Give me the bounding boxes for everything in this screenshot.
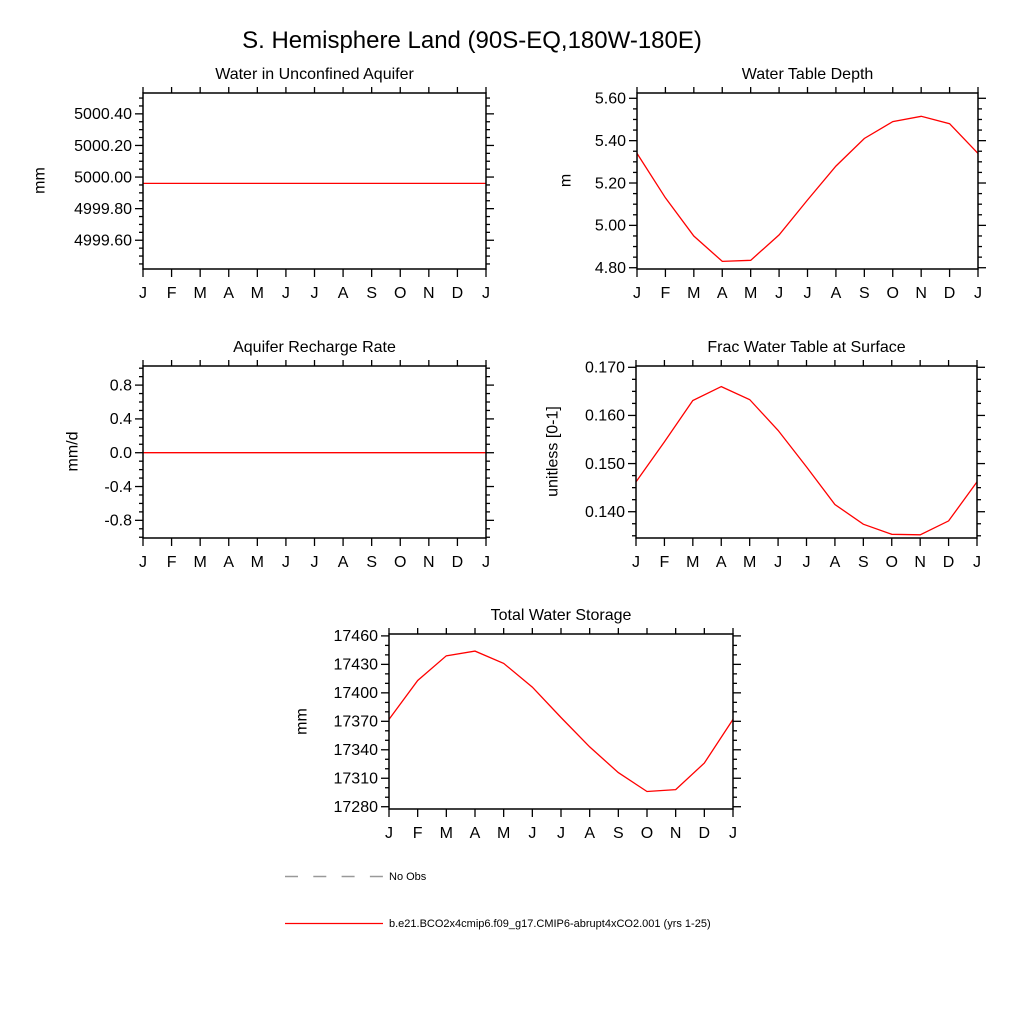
month-tick-label: S — [612, 825, 624, 842]
month-tick-label: N — [423, 554, 435, 571]
month-tick-label: J — [281, 554, 290, 571]
legend-no-obs-label: No Obs — [389, 870, 427, 883]
month-tick-label: N — [914, 554, 926, 571]
y-tick-label: 0.150 — [584, 455, 625, 473]
y-axis-label-water-table-depth: m — [557, 173, 575, 188]
month-tick-label: O — [640, 825, 654, 842]
month-tick-label: M — [743, 554, 757, 571]
chart-title-water-in-unconfined-aquifer: Water in Unconfined Aquifer — [215, 66, 414, 83]
chart-total-water-storage — [334, 628, 742, 842]
y-tick-label: 17370 — [333, 713, 378, 731]
month-tick-label: M — [193, 554, 207, 571]
month-tick-label: M — [439, 825, 453, 842]
month-tick-label: A — [830, 285, 842, 302]
chart-title-aquifer-recharge-rate: Aquifer Recharge Rate — [233, 339, 396, 356]
model-solid-line — [285, 917, 385, 930]
month-tick-label: J — [802, 554, 811, 571]
month-tick-label: J — [281, 285, 290, 302]
y-tick-label: 0.0 — [109, 445, 132, 463]
month-tick-label: S — [857, 554, 869, 571]
y-tick-label: 5000.40 — [74, 106, 132, 124]
month-tick-label: A — [716, 285, 728, 302]
month-tick-label: A — [469, 825, 481, 842]
plot-frame — [143, 93, 486, 269]
y-tick-label: 4.80 — [594, 260, 626, 278]
month-tick-label: J — [310, 285, 319, 302]
month-tick-label: J — [632, 554, 640, 571]
month-tick-label: D — [698, 825, 711, 842]
y-axis-label-recharge-rate: mm/d — [64, 431, 82, 472]
y-tick-label: 17280 — [333, 799, 378, 817]
chart-frac-water-table-at-surface — [585, 360, 985, 571]
legend-model-label: b.e21.BCO2x4cmip6.f09_g17.CMIP6-abrupt4xCO2.001 (yrs 1-25) — [389, 917, 711, 930]
month-tick-label: J — [528, 825, 537, 842]
legend-entry-no-obs — [285, 870, 426, 883]
y-axis-label-total-water-storage: mm — [293, 708, 311, 735]
month-tick-label: M — [744, 285, 758, 302]
y-tick-label: 0.4 — [109, 411, 132, 429]
y-tick-label: 5.40 — [594, 132, 626, 150]
month-tick-label: A — [337, 554, 349, 571]
month-tick-label: A — [223, 285, 235, 302]
month-tick-label: J — [557, 825, 565, 842]
series-line — [636, 387, 977, 535]
plot-frame — [636, 366, 977, 538]
plot-frame — [637, 93, 978, 269]
chart-water-table-depth — [595, 87, 986, 302]
month-tick-label: J — [775, 285, 784, 302]
month-tick-label: D — [943, 285, 956, 302]
month-tick-label: F — [166, 285, 177, 302]
y-tick-label: 4999.80 — [74, 200, 132, 218]
y-tick-label: 0.8 — [109, 377, 132, 395]
month-tick-label: J — [482, 554, 490, 571]
month-tick-label: J — [774, 554, 783, 571]
month-tick-label: F — [166, 554, 177, 571]
month-tick-label: M — [497, 825, 511, 842]
y-tick-label: -0.8 — [104, 512, 132, 530]
month-tick-label: J — [139, 285, 147, 302]
chart-title-total-water-storage: Total Water Storage — [490, 607, 632, 624]
month-tick-label: J — [974, 285, 982, 302]
month-tick-label: N — [423, 285, 435, 302]
y-tick-label: 17430 — [333, 656, 378, 674]
month-tick-label: O — [885, 554, 898, 571]
y-tick-label: 5000.20 — [74, 137, 132, 155]
y-axis-label-frac-water-table: unitless [0-1] — [544, 406, 562, 497]
month-tick-label: O — [394, 554, 407, 571]
month-tick-label: J — [729, 825, 737, 842]
month-tick-label: O — [886, 285, 899, 302]
month-tick-label: J — [310, 554, 319, 571]
month-tick-label: S — [366, 285, 378, 302]
month-tick-label: F — [659, 554, 670, 571]
chart-water-in-unconfined-aquifer — [74, 87, 494, 302]
month-tick-label: A — [584, 825, 596, 842]
month-tick-label: D — [942, 554, 955, 571]
y-tick-label: 5.00 — [594, 217, 626, 235]
month-tick-label: O — [394, 285, 407, 302]
y-tick-label: 5000.00 — [74, 169, 132, 187]
plot-frame — [143, 366, 486, 538]
y-tick-label: 5.60 — [594, 90, 626, 108]
y-tick-label: 17460 — [333, 628, 378, 646]
series-line — [637, 116, 978, 261]
month-tick-label: J — [482, 285, 490, 302]
y-axis-label-aquifer-water: mm — [31, 167, 49, 194]
series-line — [389, 651, 733, 791]
month-tick-label: A — [829, 554, 841, 571]
month-tick-label: J — [385, 825, 393, 842]
y-tick-label: 0.160 — [584, 407, 625, 425]
y-tick-label: 0.170 — [584, 359, 625, 377]
y-tick-label: 17310 — [333, 770, 378, 788]
month-tick-label: J — [139, 554, 147, 571]
month-tick-label: A — [715, 554, 727, 571]
no-obs-dashed-line — [285, 870, 385, 883]
month-tick-label: D — [451, 285, 464, 302]
month-tick-label: M — [193, 285, 207, 302]
y-tick-label: 17400 — [333, 685, 378, 703]
month-tick-label: M — [250, 285, 264, 302]
y-tick-label: 17340 — [333, 742, 378, 760]
month-tick-label: A — [337, 285, 349, 302]
chart-aquifer-recharge-rate — [104, 360, 494, 571]
month-tick-label: M — [686, 554, 700, 571]
y-tick-label: -0.4 — [104, 478, 132, 496]
month-tick-label: N — [669, 825, 682, 842]
month-tick-label: J — [633, 285, 641, 302]
month-tick-label: M — [250, 554, 264, 571]
month-tick-label: N — [915, 285, 927, 302]
month-tick-label: A — [223, 554, 235, 571]
month-tick-label: J — [973, 554, 981, 571]
month-tick-label: J — [803, 285, 812, 302]
chart-title-frac-water-table-at-surface: Frac Water Table at Surface — [707, 339, 906, 356]
page-title: S. Hemisphere Land (90S-EQ,180W-180E) — [242, 27, 702, 54]
chart-title-water-table-depth: Water Table Depth — [741, 66, 874, 83]
month-tick-label: S — [366, 554, 378, 571]
month-tick-label: M — [687, 285, 701, 302]
y-tick-label: 0.140 — [584, 504, 625, 522]
month-tick-label: F — [412, 825, 423, 842]
y-tick-label: 5.20 — [594, 175, 626, 193]
month-tick-label: D — [451, 554, 464, 571]
legend-entry-model-run — [285, 917, 711, 930]
month-tick-label: S — [858, 285, 870, 302]
month-tick-label: F — [660, 285, 671, 302]
y-tick-label: 4999.60 — [74, 232, 132, 250]
